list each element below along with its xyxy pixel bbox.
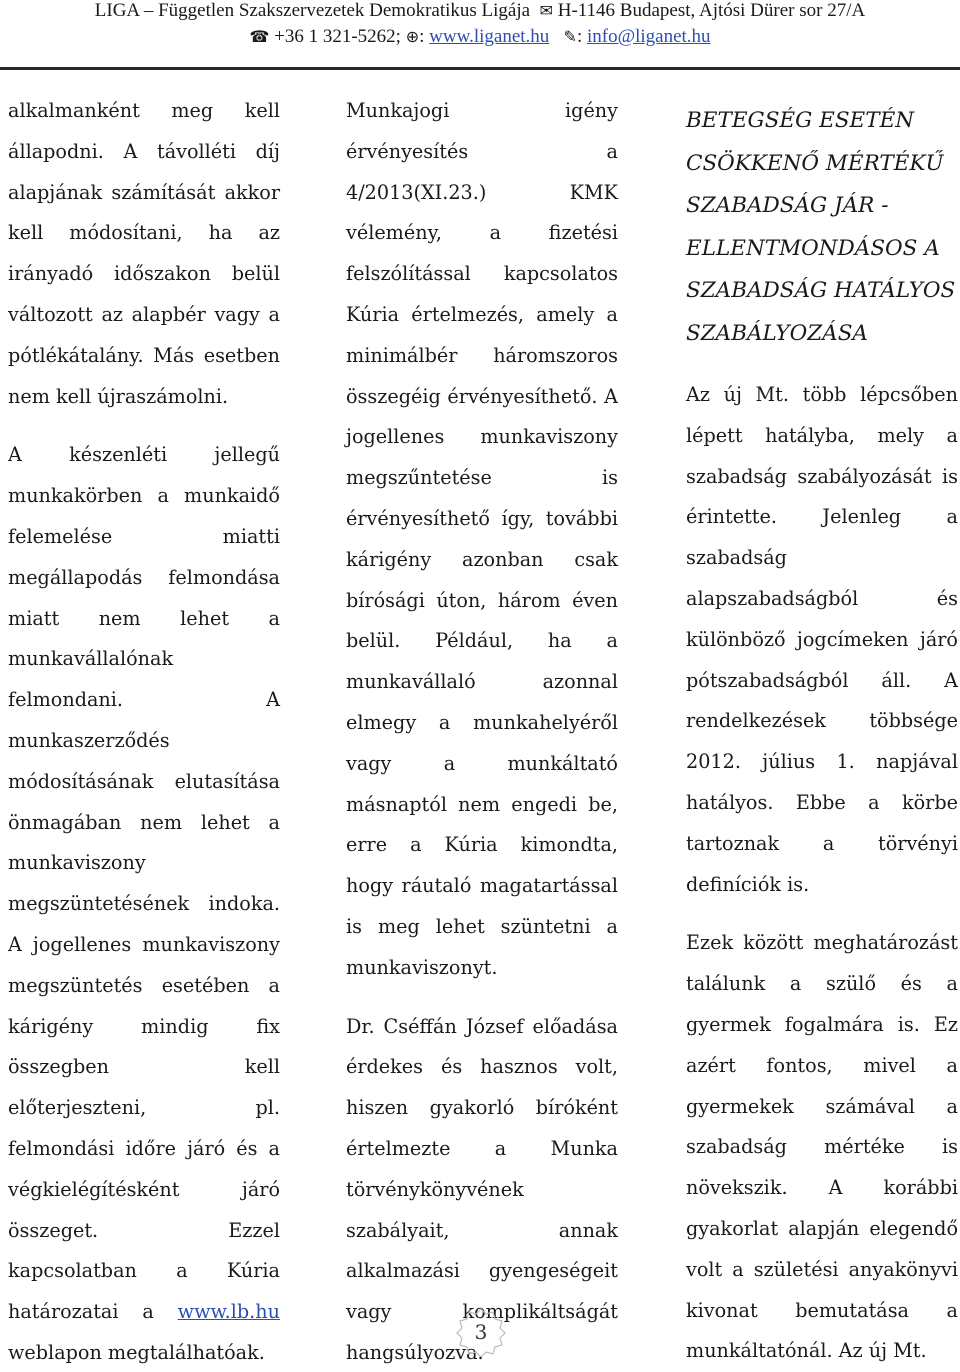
col2-paragraph-1: Munkajogi igény érvényesítés a 4/2013(XI.23.) KMK vélemény, a fizetési felszólítással kapcsolatos Kúria értelmezés, amely a minimálbér háromszoros összegéig érvényesíthető. A jogellenes munkaviszony megszűntetése is érvényesíthető így, további kárigény azonban csak bírósági úton, három éven belül. Például, ha a munkavállaló azonnal elmegy a munkahelyéről vagy a munkáltató másnaptól nem engedi be, erre a Kúria kimondta, hogy ráutaló magatartással is meg lehet szüntetni a munkaviszonyt. [346,99,618,979]
page-number [456,1307,506,1357]
org-name: LIGA – Független Szakszervezetek Demokratikus Ligája [94,0,531,21]
org-address: H-1146 Budapest, Ajtósi Dürer sor 27/A [557,0,866,21]
email-label: : [576,26,583,47]
globe-icon: ⊕ [405,27,420,46]
col1-paragraph-2-text: A készenléti jellegű munkakörben a munkaidő felemelése miatti megállapodás felmondása miatt nem lehet a munkavállalónak felmondani. A munkaszerződés módosításának elutasítása önmagában nem lehet a munkaviszony megszüntetésének indoka. A jogellenes munkaviszony megszüntetés esetében a kárigény mindig fix összegben kell előterjeszteni, pl. felmondási időre járó és a végkielégítésként járó összeget. Ezzel kapcsolatban a Kúria határozatai a [8,443,280,1324]
col1-paragraph-2-tail: weblapon megtalálhatóak. [8,1340,265,1364]
section-heading: BETEGSÉG ESETÉN CSÖKKENŐ MÉRTÉKŰ SZABADSÁG JÁR - ELLENTMONDÁSOS A SZABADSÁG HATÁLYOS SZABÁLYOZÁSA [686,108,956,346]
column-2 [346,91,618,1372]
web-label: : [419,26,425,47]
column-1 [8,91,280,1372]
phone-icon: ☎ [249,27,270,46]
envelope-icon: ✉ [539,1,553,20]
website-link[interactable]: www.liganet.hu [429,26,550,47]
lb-hu-link[interactable]: www.lb.hu [177,1300,280,1324]
col3-paragraph-1: Az új Mt. több lépcsőben lépett hatályba, mely a szabadság szabályozását is érintette. Jelenleg a szabadság alapszabadságból és különböző jogcímeken járó pótszabadságból áll. A rendelkezések többsége 2012. július 1. napjával hatályos. Ebbe a körbe tartoznak a törvényi definíciók is. [686,383,958,896]
letterhead-line-2 [0,26,960,48]
page-number-text: 3 [474,1320,488,1344]
letterhead-line-1 [0,0,960,22]
header-divider [0,67,960,70]
col1-paragraph-1: alkalmanként meg kell állapodni. A távolléti díj alapjának számítását akkor kell módosítani, ha az irányadó időszakon belül változott az alapbér vagy a pótlékátalány. Más esetben nem kell újraszámolni. [8,99,280,408]
col1-paragraph-2 [8,435,280,1372]
phone-number: +36 1 321-5262; [274,26,401,47]
letterhead [0,0,960,48]
column-3 [686,91,958,1372]
email-link[interactable]: info@liganet.hu [586,26,711,47]
col3-paragraph-2: Ezek között meghatározást találunk a szülő és a gyermek fogalmára is. Ez azért fontos, mivel a gyermekek számával a szabadság mértéke is növekszik. A korábbi gyakorlat alapján elegendő volt a születési anyakönyvi kivonat bemutatása a munkáltatónál. Az új Mt. [686,931,958,1363]
email-icon: ✎ [563,27,577,46]
col2-paragraph-2: Dr. Cséffán József előadása érdekes és hasznos volt, hiszen gyakorló bíróként értelmezte a Munka törvénykönyvének szabályait, annak alkalmazási gyengeségeit vagy komplikáltságát hangsúlyozva. [346,1014,618,1364]
